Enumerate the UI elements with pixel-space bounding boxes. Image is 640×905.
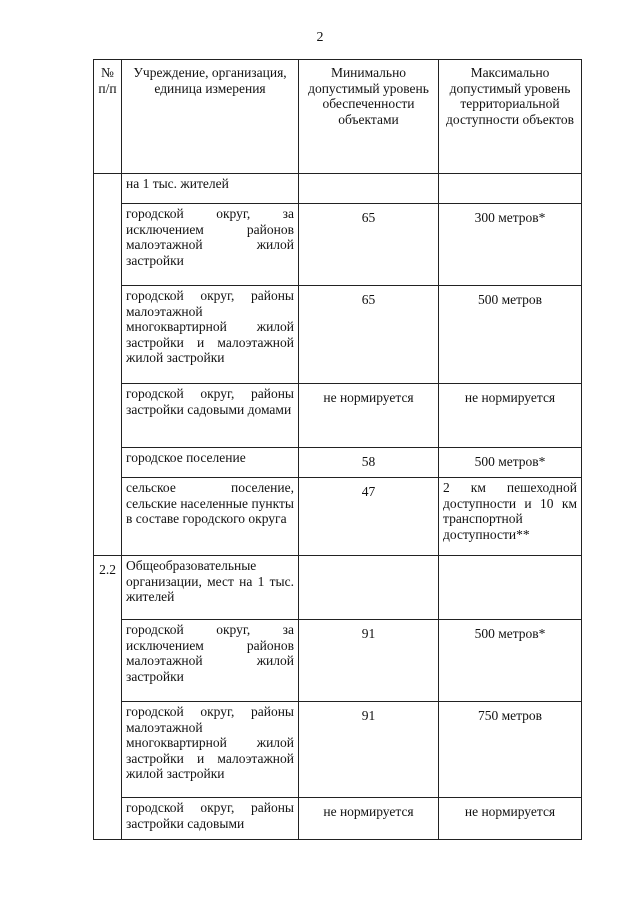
row-name: городской округ, районы застройки садовыми — [122, 798, 299, 840]
row-max: 500 метров — [439, 286, 582, 384]
row-max: не нормируется — [439, 384, 582, 448]
row-name: городской округ, районы малоэтажной многоквартирной жилой застройки и малоэтажной жилой застройки — [122, 286, 299, 384]
table-header-row — [94, 60, 582, 174]
row-min: 65 — [299, 204, 439, 286]
table-row — [94, 478, 582, 556]
table-row — [94, 384, 582, 448]
table-row — [94, 286, 582, 384]
row-name: на 1 тыс. жителей — [122, 174, 299, 204]
row-name: городской округ, районы малоэтажной многоквартирной жилой застройки и малоэтажной жилой застройки — [122, 702, 299, 798]
row-name: городской округ, районы застройки садовыми домами — [122, 384, 299, 448]
norms-table — [93, 59, 582, 840]
row-name: городское поселение — [122, 448, 299, 478]
row-max: не нормируется — [439, 798, 582, 840]
row-name: сельское поселение, сельские населенные пункты в составе городского округа — [122, 478, 299, 556]
table-row — [94, 174, 582, 204]
table-row — [94, 798, 582, 840]
table-row — [94, 448, 582, 478]
table-row — [94, 556, 582, 620]
row-min — [299, 174, 439, 204]
row-min: 47 — [299, 478, 439, 556]
header-min: Минимально допустимый уровень обеспеченности объектами — [299, 60, 439, 174]
row-max — [439, 174, 582, 204]
row-max: 750 метров — [439, 702, 582, 798]
row-max: 500 метров* — [439, 620, 582, 702]
row-min: 65 — [299, 286, 439, 384]
row-min — [299, 556, 439, 620]
row-max — [439, 556, 582, 620]
header-max: Максимально допустимый уровень территориальной доступности объектов — [439, 60, 582, 174]
row-min: не нормируется — [299, 798, 439, 840]
row-name: Общеобразовательные организации, мест на 1 тыс. жителей — [122, 556, 299, 620]
row-min: 91 — [299, 620, 439, 702]
row-max: 500 метров* — [439, 448, 582, 478]
row-max: 300 метров* — [439, 204, 582, 286]
row-min: не нормируется — [299, 384, 439, 448]
header-name: Учреждение, организация, единица измерения — [122, 60, 299, 174]
page-number: 2 — [316, 30, 324, 45]
row-min: 91 — [299, 702, 439, 798]
row-name: городской округ, за исключением районов малоэтажной жилой застройки — [122, 620, 299, 702]
row-min: 58 — [299, 448, 439, 478]
header-num: № п/п — [94, 60, 122, 174]
table-row — [94, 620, 582, 702]
row-name: городской округ, за исключением районов малоэтажной жилой застройки — [122, 204, 299, 286]
row-number: 2.2 — [94, 556, 122, 840]
row-max: 2 км пешеходной доступности и 10 км транспортной доступности** — [439, 478, 582, 556]
table-row — [94, 204, 582, 286]
row-number — [94, 174, 122, 556]
table-row — [94, 702, 582, 798]
